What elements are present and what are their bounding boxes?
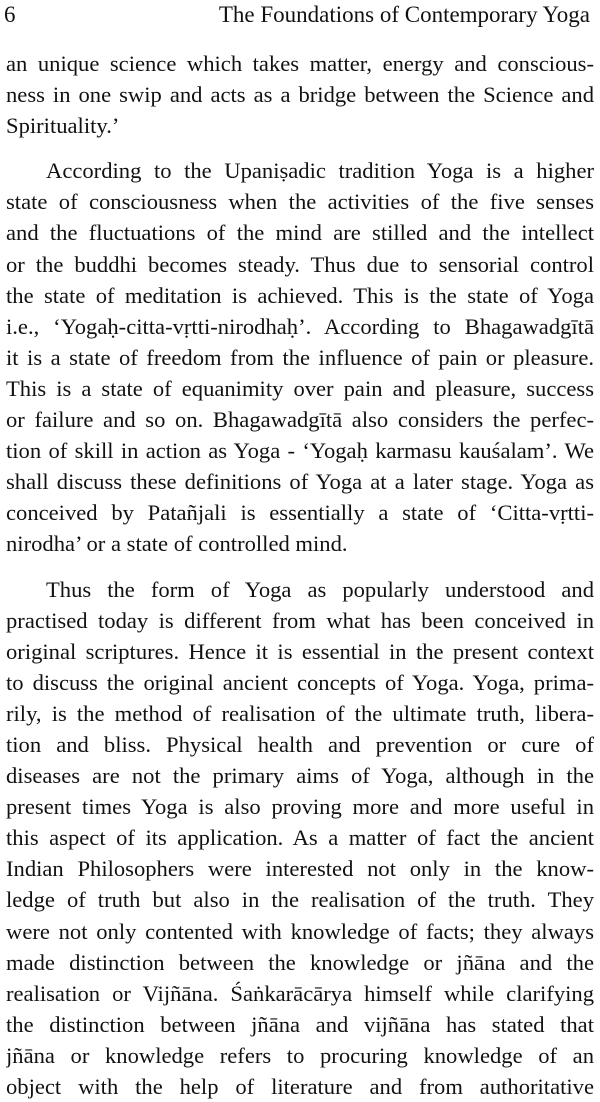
running-header xyxy=(4,2,590,32)
text-line: ledge of truth but also in the realisation of the truth. They xyxy=(6,884,594,915)
text-line: rily, is the method of realisation of the ultimate truth, libera- xyxy=(6,698,594,729)
text-line: Thus the form of Yoga as popularly understood and xyxy=(6,574,594,605)
text-line: present times Yoga is also proving more and more useful in xyxy=(6,791,594,822)
body-text xyxy=(6,48,594,1102)
paragraph-2 xyxy=(6,155,594,559)
text-line: made distinction between the knowledge or jñāna and the xyxy=(6,947,594,978)
text-line: conceived by Patañjali is essentially a state of ‘Citta-vṛtti- xyxy=(6,497,594,528)
text-line: and the fluctuations of the mind are stilled and the intellect xyxy=(6,217,594,248)
text-line: the distinction between jñāna and vijñāna has stated that xyxy=(6,1009,594,1040)
text-line: jñāna or knowledge refers to procuring knowledge of an xyxy=(6,1040,594,1071)
text-line: diseases are not the primary aims of Yoga, although in the xyxy=(6,760,594,791)
text-line: This is a state of equanimity over pain and pleasure, success xyxy=(6,373,594,404)
text-line: state of consciousness when the activities of the five senses xyxy=(6,186,594,217)
text-line: an unique science which takes matter, energy and conscious- xyxy=(6,48,594,79)
text-line: the state of meditation is achieved. This is the state of Yoga xyxy=(6,280,594,311)
text-line: tion and bliss. Physical health and prevention or cure of xyxy=(6,729,594,760)
text-line: tion of skill in action as Yoga - ‘Yogaḥ karmasu kauśalam’. We xyxy=(6,435,594,466)
text-line: or failure and so on. Bhagawadgītā also considers the perfec- xyxy=(6,404,594,435)
text-line: i.e., ‘Yogaḥ-citta-vṛtti-nirodhaḥ’. According to Bhagawadgītā xyxy=(6,311,594,342)
paragraph-3 xyxy=(6,574,594,1102)
text-line: Indian Philosophers were interested not only in the know- xyxy=(6,853,594,884)
text-line: to discuss the original ancient concepts of Yoga. Yoga, prima- xyxy=(6,667,594,698)
text-line: or the buddhi becomes steady. Thus due to sensorial control xyxy=(6,249,594,280)
text-line: ness in one swip and acts as a bridge between the Science and xyxy=(6,79,594,110)
text-line: realisation or Vijñāna. Śaṅkarācārya himself while clarifying xyxy=(6,978,594,1009)
text-line: it is a state of freedom from the influence of pain or pleasure. xyxy=(6,342,594,373)
text-line: shall discuss these definitions of Yoga at a later stage. Yoga as xyxy=(6,466,594,497)
text-line: were not only contented with knowledge of facts; they always xyxy=(6,916,594,947)
text-line: nirodha’ or a state of controlled mind. xyxy=(6,528,594,559)
text-line: this aspect of its application. As a matter of fact the ancient xyxy=(6,822,594,853)
paragraph-1 xyxy=(6,48,594,141)
text-line: Spirituality.’ xyxy=(6,110,594,141)
page-number: 6 xyxy=(4,2,16,28)
text-line: practised today is different from what has been conceived in xyxy=(6,605,594,636)
running-title: The Foundations of Contemporary Yoga xyxy=(219,2,590,28)
text-line: object with the help of literature and from authoritative xyxy=(6,1071,594,1102)
text-line: original scriptures. Hence it is essential in the present context xyxy=(6,636,594,667)
text-line: According to the Upaniṣadic tradition Yoga is a higher xyxy=(6,155,594,186)
